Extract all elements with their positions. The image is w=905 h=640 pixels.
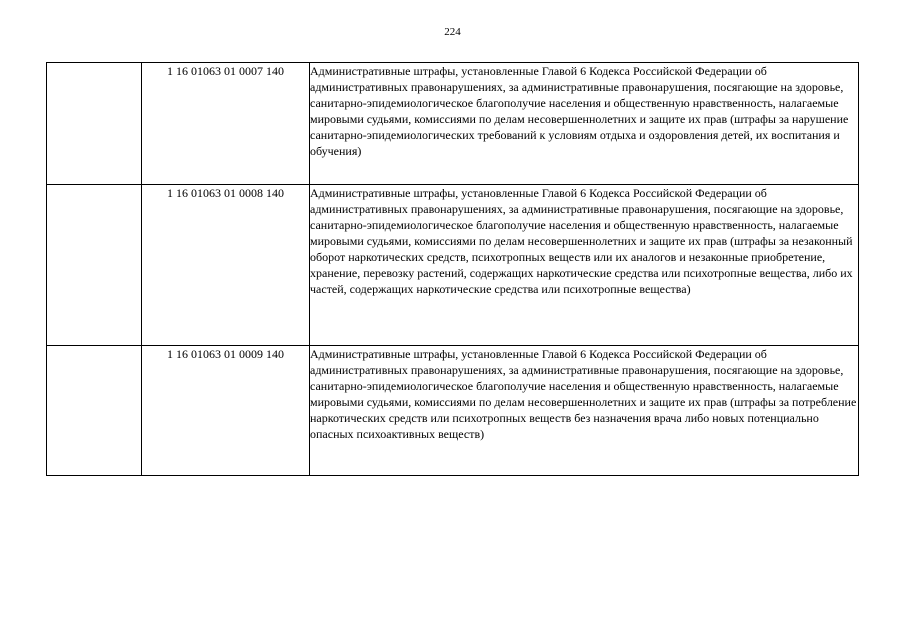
budget-code-cell: 1 16 01063 01 0008 140 bbox=[142, 185, 310, 346]
description-cell: Административные штрафы, установленные Главой 6 Кодекса Российской Федерации об административных правонарушениях, за административные правонарушения, посягающие на здоровье, санитарно-эпидемиологическое благополучие населения и общественную нравственность, налагаемые мировыми судьями, комиссиями по делам несовершеннолетних и защите их прав (штрафы за потребление наркотических средств или психотропных веществ без назначения врача либо новых потенциально опасных психоактивных веществ) bbox=[310, 346, 859, 476]
table-row bbox=[47, 63, 859, 185]
description-cell: Административные штрафы, установленные Главой 6 Кодекса Российской Федерации об административных правонарушениях, за административные правонарушения, посягающие на здоровье, санитарно-эпидемиологическое благополучие населения и общественную нравственность, налагаемые мировыми судьями, комиссиями по делам несовершеннолетних и защите их прав (штрафы за нарушение санитарно-эпидемиологических требований к условиям отдыха и оздоровления детей, их воспитания и обучения) bbox=[310, 63, 859, 185]
table-row bbox=[47, 346, 859, 476]
budget-code-cell: 1 16 01063 01 0007 140 bbox=[142, 63, 310, 185]
admin-code-cell bbox=[47, 346, 142, 476]
admin-code-cell bbox=[47, 185, 142, 346]
budget-classification-table bbox=[46, 62, 859, 476]
description-cell: Административные штрафы, установленные Главой 6 Кодекса Российской Федерации об административных правонарушениях, за административные правонарушения, посягающие на здоровье, санитарно-эпидемиологическое благополучие населения и общественную нравственность, налагаемые мировыми судьями, комиссиями по делам несовершеннолетних и защите их прав (штрафы за незаконный оборот наркотических средств, психотропных веществ или их аналогов и незаконные приобретение, хранение, перевозку растений, содержащих наркотические средства или психотропные вещества, либо их частей, содержащих наркотические средства или психотропные вещества) bbox=[310, 185, 859, 346]
budget-code-cell: 1 16 01063 01 0009 140 bbox=[142, 346, 310, 476]
admin-code-cell bbox=[47, 63, 142, 185]
table-row bbox=[47, 185, 859, 346]
page-number: 224 bbox=[444, 26, 461, 38]
